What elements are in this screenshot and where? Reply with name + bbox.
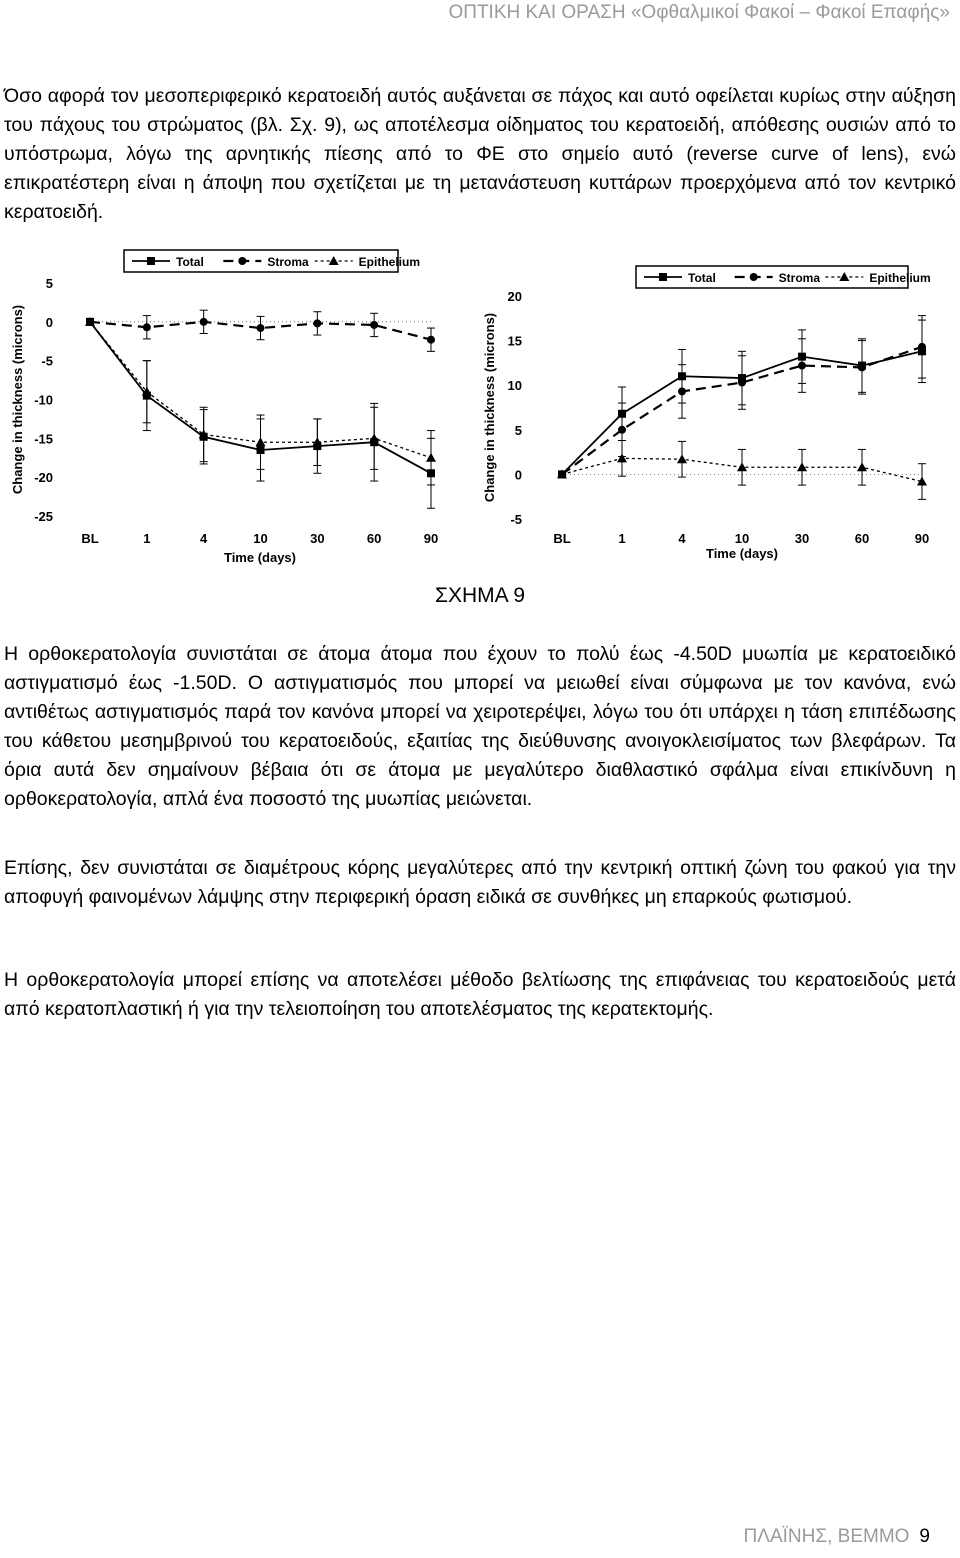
data-point-epithelium xyxy=(677,454,687,463)
chart-right xyxy=(480,246,950,576)
legend-label-epithelium: Epithelium xyxy=(869,271,931,285)
y-tick-label: 15 xyxy=(507,333,522,349)
paragraph-1: Όσο αφορά τον μεσοπεριφερικό κερατοειδή αυτός αυξάνεται σε πάχος και αυτό οφείλεται κυρίως στην αύξηση του πάχους του στρώματος (βλ. Σχ. 9), ως αποτέλεσμα οίδηματος του κερατοειδή, απόθεσης ουσιών από το υπόστρωμα, λόγω της αρνητικής πίεσης από το ΦΕ στο σημείο αυτό (reverse curve of lens), ενώ επικρατέστερη είναι η άποψη που σχετίζεται με τη μετανάστευση κυττάρων προερχόμενα από τον κεντρικό κερατοειδή. xyxy=(4,85,956,223)
data-point-stroma xyxy=(858,363,866,371)
x-axis-title: Time (days) xyxy=(223,550,297,565)
y-tick-label: 5 xyxy=(45,276,53,291)
footer-author: ΠΛΑΪΝΗΣ, ΒΕΜΜΟ xyxy=(743,1526,910,1547)
y-axis-title: Change in thickness (microns) xyxy=(482,312,497,503)
y-tick-label: -5 xyxy=(510,512,522,527)
x-tick-label: 4 xyxy=(678,531,686,546)
x-tick-label: 1 xyxy=(618,531,626,546)
data-point-stroma xyxy=(738,379,746,387)
data-point-stroma xyxy=(618,426,626,434)
paragraph-3: Επίσης, δεν συνιστάται σε διαμέτρους κόρης μεγαλύτερες από την κεντρική οπτική ζώνη του φακού για την αποφυγή φαινομένων λάμψης στην περιφερική όραση ειδικά σε συνθήκες μη επαρκούς φωτισμού. xyxy=(4,857,956,908)
x-tick-label: 60 xyxy=(366,531,382,546)
y-axis-title: Change in thickness (microns) xyxy=(10,304,25,495)
x-tick-label: 60 xyxy=(854,531,870,546)
legend-label-total: Total xyxy=(176,255,204,269)
y-tick-label: 20 xyxy=(507,289,522,304)
x-tick-label: 90 xyxy=(914,531,930,546)
y-tick-label: 5 xyxy=(514,422,522,438)
y-tick-label: 0 xyxy=(45,314,53,330)
y-tick-label: 0 xyxy=(514,467,522,483)
y-tick-label: -25 xyxy=(34,509,53,524)
x-tick-label: BL xyxy=(81,531,99,546)
legend-label-stroma: Stroma xyxy=(267,255,309,269)
legend-label-epithelium: Epithelium xyxy=(358,255,421,269)
y-tick-label: -10 xyxy=(34,392,53,408)
data-point-epithelium xyxy=(857,462,867,471)
x-tick-label: 30 xyxy=(794,531,810,546)
footer xyxy=(744,1526,930,1548)
data-point-stroma xyxy=(143,323,151,331)
y-tick-label: -15 xyxy=(34,431,53,447)
legend-marker-stroma xyxy=(750,273,758,281)
legend-marker-total xyxy=(659,273,667,281)
running-header: ΟΠΤΙΚΗ ΚΑΙ ΟΡΑΣΗ «Οφθαλμικοί Φακοί – Φακοί Επαφής» xyxy=(448,2,950,23)
legend-marker-total xyxy=(147,257,155,265)
x-tick-label: 30 xyxy=(310,531,325,546)
data-point-stroma xyxy=(798,362,806,370)
chart-left xyxy=(0,246,470,576)
data-point-stroma xyxy=(918,343,926,351)
x-tick-label: 10 xyxy=(253,531,268,546)
figure-caption: ΣΧΗΜΑ 9 xyxy=(434,584,525,607)
y-tick-label: -20 xyxy=(34,470,53,486)
x-tick-label: BL xyxy=(553,531,571,546)
data-point-stroma xyxy=(678,387,686,395)
paragraph-2: Η ορθοκερατολογία συνιστάται σε άτομα άτομα που έχουν το πολύ έως -4.50D μυωπία με κερατοειδικό αστιγματισμό έως -1.50D. Ο αστιγματισμός που μπορεί να μειωθεί είναι σύμφωνα με τον κανόνα, ενώ αντιθέτως αστιγματισμός παρά τον κανόνα μπορεί να χειροτερέψει, λόγω του ότι υπάρχει η τάση επιπέδωσης του κάθετου μεσημβρινού του κερατοειδούς, εξαιτίας της διεύθυνσης ανοιγοκλεισίματος των βλεφάρων. Τα όρια αυτά δεν σημαίνουν βέβαια ότι σε άτομα με μεγαλύτερο διαθλαστικό σφάλμα είναι επικίνδυνη η ορθοκερατολογία, απλά ένα ποσοστό της μυωπίας μειώνεται. xyxy=(4,643,956,810)
data-point-epithelium xyxy=(369,433,379,442)
x-tick-label: 4 xyxy=(200,531,208,546)
data-point-stroma xyxy=(313,319,321,327)
legend-label-total: Total xyxy=(688,271,716,285)
data-point-stroma xyxy=(257,324,265,332)
legend-marker-stroma xyxy=(238,257,246,265)
data-point-stroma xyxy=(427,336,435,344)
x-axis-title: Time (days) xyxy=(705,546,779,561)
data-point-epithelium xyxy=(617,453,627,462)
data-point-epithelium xyxy=(426,453,436,462)
paragraph-4: Η ορθοκερατολογία μπορεί επίσης να αποτελέσει μέθοδο βελτίωσης της επιφάνειας του κερατοειδούς μετά από κερατοπλαστική ή για την τελειοποίηση του αποτελέσματος της κερατεκτομής. xyxy=(4,969,956,1020)
x-tick-label: 90 xyxy=(423,531,439,546)
legend-label-stroma: Stroma xyxy=(778,271,821,285)
x-tick-label: 10 xyxy=(734,531,750,546)
data-point-stroma xyxy=(200,318,208,326)
page-number: 9 xyxy=(919,1526,930,1547)
y-tick-label: -5 xyxy=(41,353,53,369)
data-point-stroma xyxy=(370,321,378,329)
y-tick-label: 10 xyxy=(507,378,522,394)
x-tick-label: 1 xyxy=(143,531,151,546)
